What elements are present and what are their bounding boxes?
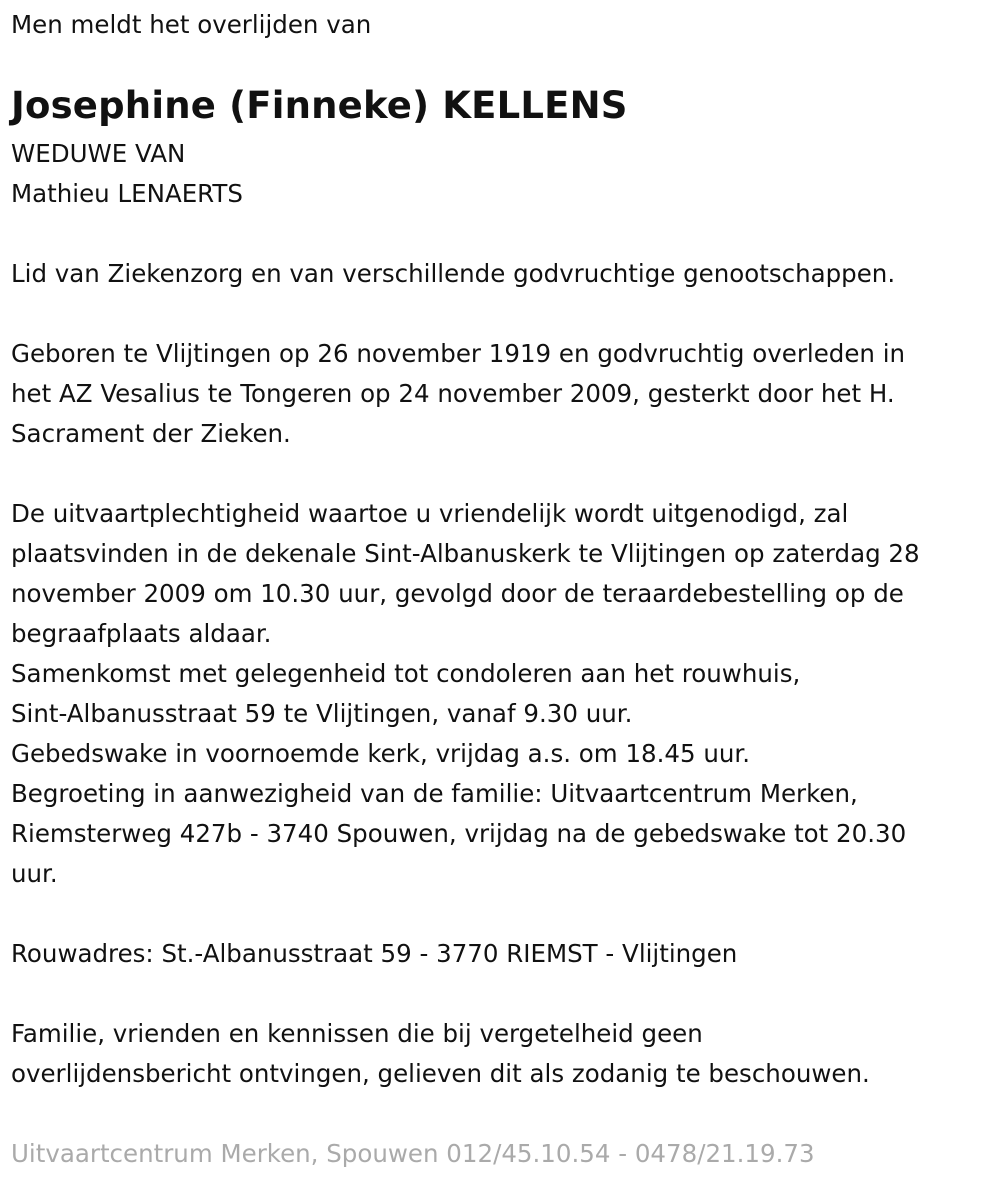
ceremony-block (11, 494, 920, 894)
ceremony-line: Riemsterweg 427b - 3740 Spouwen, vrijdag na de gebedswake tot 20.30 (11, 819, 907, 848)
mourning-address-block (11, 934, 737, 974)
ceremony-line: november 2009 om 10.30 uur, gevolgd door de teraardebestelling op de (11, 579, 904, 608)
ceremony-line: begraafplaats aldaar. (11, 619, 272, 648)
ceremony-line: De uitvaartplechtigheid waartoe u vriendelijk wordt uitgenodigd, zal (11, 499, 849, 528)
ceremony-line: uur. (11, 859, 58, 888)
relation-label: WEDUWE VAN (11, 139, 186, 168)
ceremony-line: plaatsvinden in de dekenale Sint-Albanuskerk te Vlijtingen op zaterdag 28 (11, 539, 920, 568)
mourning-address: Rouwadres: St.-Albanusstraat 59 - 3770 RIEMST - Vlijtingen (11, 939, 738, 968)
deceased-name: Josephine (Finneke) KELLENS (11, 84, 628, 127)
funeral-home-footer: Uitvaartcentrum Merken, Spouwen 012/45.10.54 - 0478/21.19.73 (11, 1139, 815, 1168)
ceremony-line: Sint-Albanusstraat 59 te Vlijtingen, vanaf 9.30 uur. (11, 699, 633, 728)
birth-death-line: Geboren te Vlijtingen op 26 november 1919 en godvruchtig overleden in (11, 339, 906, 368)
closing-line: Familie, vrienden en kennissen die bij vergetelheid geen (11, 1019, 703, 1048)
closing-block (11, 1014, 870, 1094)
spouse-name: Mathieu LENAERTS (11, 179, 243, 208)
ceremony-line: Samenkomst met gelegenheid tot condoleren aan het rouwhuis, (11, 659, 801, 688)
footer-block (11, 1134, 815, 1174)
spouse-block (11, 134, 243, 214)
closing-line: overlijdensbericht ontvingen, gelieven dit als zodanig te beschouwen. (11, 1059, 870, 1088)
birth-death-block (11, 334, 905, 454)
ceremony-line: Begroeting in aanwezigheid van de familie: Uitvaartcentrum Merken, (11, 779, 858, 808)
ceremony-line: Gebedswake in voornoemde kerk, vrijdag a.s. om 18.45 uur. (11, 739, 751, 768)
intro-text: Men meldt het overlijden van (11, 10, 372, 39)
membership-text: Lid van Ziekenzorg en van verschillende godvruchtige genootschappen. (11, 259, 896, 288)
membership-block (11, 254, 895, 294)
birth-death-line: het AZ Vesalius te Tongeren op 24 november 2009, gesterkt door het H. (11, 379, 895, 408)
birth-death-line: Sacrament der Zieken. (11, 419, 291, 448)
